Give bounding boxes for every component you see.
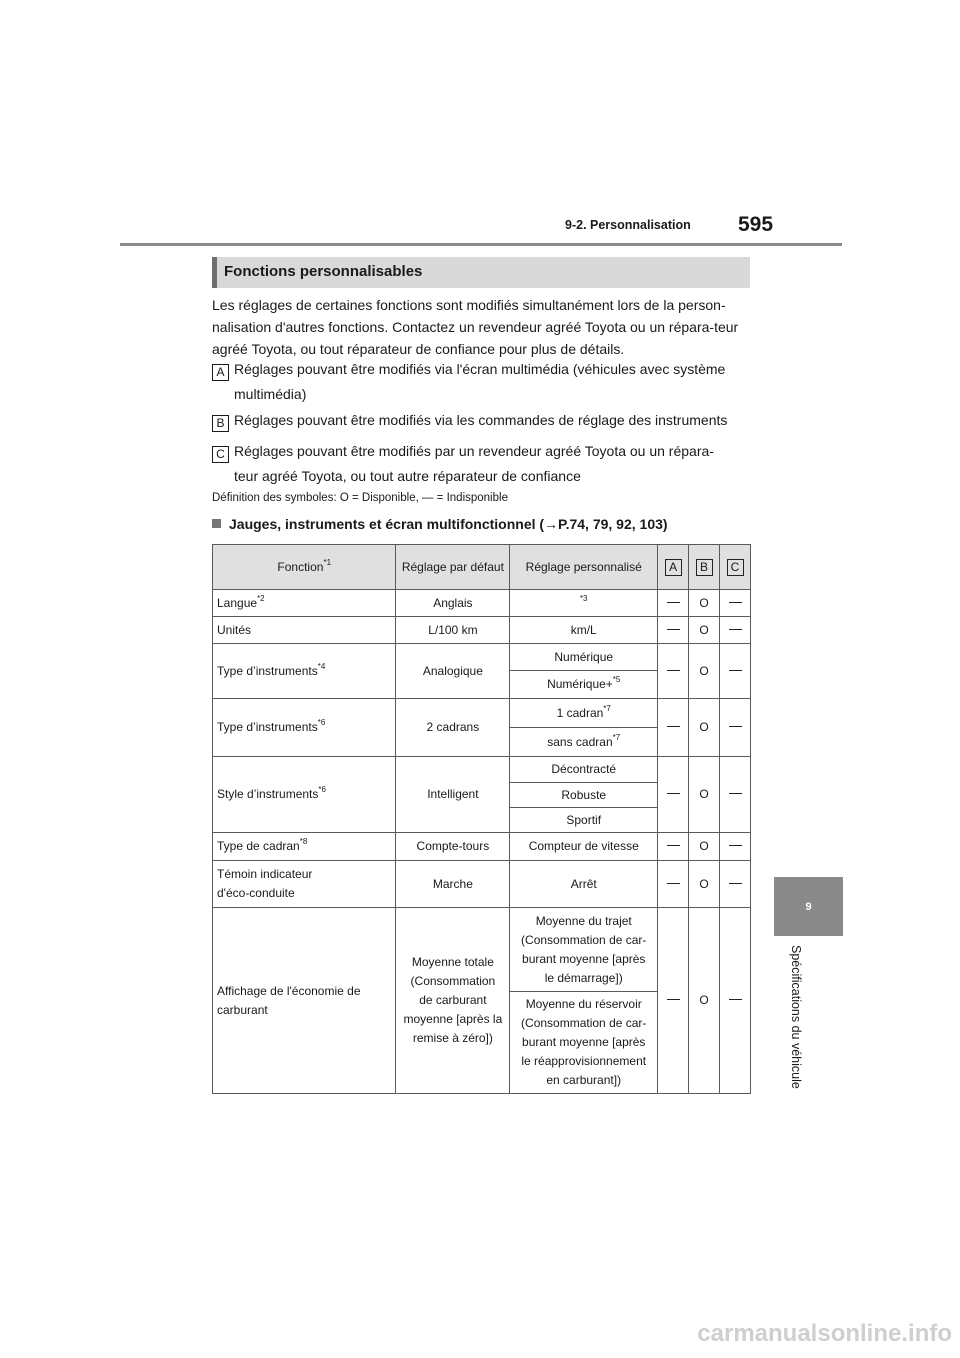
legend-a-line2: multimédia) [234, 386, 307, 402]
cell-function: Type de cadran$^{*8}$ [213, 833, 396, 861]
legend-a [212, 357, 757, 407]
cell-default: Anglais [396, 590, 510, 617]
letter-c-icon: C [727, 559, 744, 576]
cell-a [658, 908, 689, 1094]
table-row [213, 590, 751, 617]
legend-c [212, 439, 757, 489]
unavailable-dash [729, 629, 742, 630]
cell-default: Moyenne totale (Consommation de carburant moyenne [après la remise à zéro]) [396, 908, 510, 1094]
header-col-a [658, 545, 689, 590]
section-label: 9-2. Personnalisation [565, 218, 691, 232]
table-row [213, 861, 751, 908]
cell-custom: Moyenne du réservoir (Consommation de car- burant moyenne [après le réapprovisionnement en carburant]) [510, 992, 658, 1094]
chapter-number: 9 [805, 900, 812, 913]
legend-a-line1: Réglages pouvant être modifiés via l'écran multimédia (véhicules avec système [234, 361, 726, 377]
cell-function: Style d’instruments$^{*6}$ [213, 757, 396, 833]
cell-custom: Numérique [510, 644, 658, 671]
unavailable-dash [729, 883, 742, 884]
page-number: 595 [738, 213, 774, 236]
table-row [213, 617, 751, 644]
unavailable-dash [667, 602, 680, 603]
square-bullet-icon [212, 519, 221, 528]
cell-b: O [689, 590, 720, 617]
legend-c-line1: Réglages pouvant être modifiés par un revendeur agréé Toyota ou un répara- [234, 443, 714, 459]
cell-c [720, 908, 751, 1094]
table-row [213, 699, 751, 728]
cell-a [658, 861, 689, 908]
cell-function: Langue$^{*2}$ [213, 590, 396, 617]
cell-default: Compte-tours [396, 833, 510, 861]
cell-a [658, 757, 689, 833]
cell-c [720, 861, 751, 908]
header-col-b [689, 545, 720, 590]
section-title: Fonctions personnalisables [224, 263, 423, 280]
cell-c [720, 617, 751, 644]
section-heading [212, 257, 750, 288]
header-default: Réglage par défaut [396, 545, 510, 590]
table-header-row [213, 545, 751, 590]
unavailable-dash [729, 793, 742, 794]
unavailable-dash [667, 845, 680, 846]
unavailable-dash [667, 726, 680, 727]
watermark: carmanualsonline.info [697, 1320, 952, 1347]
unavailable-dash [667, 670, 680, 671]
unavailable-dash [729, 602, 742, 603]
cell-custom: Arrêt [510, 861, 658, 908]
cell-custom: 1 cadran$^{*7}$ [510, 699, 658, 728]
settings-table [212, 544, 751, 1094]
unavailable-dash [667, 629, 680, 630]
unavailable-dash [729, 726, 742, 727]
cell-custom: Moyenne du trajet (Consommation de car- burant moyenne [après le démarrage]) [510, 908, 658, 992]
table-row [213, 908, 751, 992]
cell-b: O [689, 644, 720, 699]
chapter-title: Spécifications du véhicule [789, 945, 803, 1089]
cell-default: Intelligent [396, 757, 510, 833]
cell-custom: Sportif [510, 808, 658, 833]
symbols-definition: Définition des symboles: O = Disponible, ― = Indisponible [212, 492, 508, 504]
letter-c-box: C [212, 446, 229, 463]
intro-paragraph: Les réglages de certaines fonctions sont modifiés simultanément lors de la person-nalisation d'autres fonctions. Contactez un revendeur agréé Toyota ou un répara-teur agréé Toyota, ou tout réparateur de confiance pour plus de détails. [212, 297, 739, 357]
cell-function: Type d’instruments$^{*4}$ [213, 644, 396, 699]
letter-b-box: B [212, 415, 229, 432]
table-row [213, 757, 751, 783]
header-col-c [720, 545, 751, 590]
cell-c [720, 644, 751, 699]
cell-default: 2 cadrans [396, 699, 510, 757]
cell-c [720, 833, 751, 861]
cell-c [720, 757, 751, 833]
unavailable-dash [729, 845, 742, 846]
unavailable-dash [667, 883, 680, 884]
unavailable-dash [729, 999, 742, 1000]
cell-function: Affichage de l'économie de carburant [213, 908, 396, 1094]
unavailable-dash [667, 999, 680, 1000]
cell-c [720, 699, 751, 757]
legend-c-line2: teur agréé Toyota, ou tout autre réparateur de confiance [234, 468, 581, 484]
cell-custom: Décontracté [510, 757, 658, 783]
unavailable-dash [729, 670, 742, 671]
header-function: Fonction$^{*1}$ [213, 545, 396, 590]
cell-b: O [689, 617, 720, 644]
cell-b: O [689, 833, 720, 861]
cell-a [658, 699, 689, 757]
cell-b: O [689, 861, 720, 908]
unavailable-dash [667, 793, 680, 794]
letter-a-box: A [212, 364, 229, 381]
cell-function: Témoin indicateur d'éco-conduite [213, 861, 396, 908]
letter-b-icon: B [696, 559, 713, 576]
cell-a [658, 833, 689, 861]
subsection-title: Jauges, instruments et écran multifonctionnel (→P.74, 79, 92, 103) [229, 516, 668, 532]
cell-function: Type d’instruments$^{*6}$ [213, 699, 396, 757]
cell-default: Analogique [396, 644, 510, 699]
cell-custom: sans cadran$^{*7}$ [510, 728, 658, 757]
header-rule [120, 243, 842, 246]
cell-a [658, 590, 689, 617]
cell-custom: Numérique+$^{*5}$ [510, 671, 658, 699]
cell-custom: km/L [510, 617, 658, 644]
cell-b: O [689, 908, 720, 1094]
cell-a [658, 617, 689, 644]
cell-a [658, 644, 689, 699]
header-custom: Réglage personnalisé [510, 545, 658, 590]
chapter-tab[interactable] [774, 877, 843, 936]
subsection-heading [212, 516, 668, 532]
legend-b-line1: Réglages pouvant être modifiés via les commandes de réglage des instruments [234, 412, 728, 428]
letter-a-icon: A [665, 559, 682, 576]
cell-custom: *3 [510, 590, 658, 617]
table-row [213, 644, 751, 671]
cell-custom: Robuste [510, 783, 658, 808]
table-row [213, 833, 751, 861]
cell-default: L/100 km [396, 617, 510, 644]
cell-b: O [689, 757, 720, 833]
cell-function: Unités [213, 617, 396, 644]
legend-b [212, 408, 757, 433]
cell-default: Marche [396, 861, 510, 908]
cell-custom: Compteur de vitesse [510, 833, 658, 861]
cell-c [720, 590, 751, 617]
cell-b: O [689, 699, 720, 757]
heading-bar [212, 257, 217, 288]
